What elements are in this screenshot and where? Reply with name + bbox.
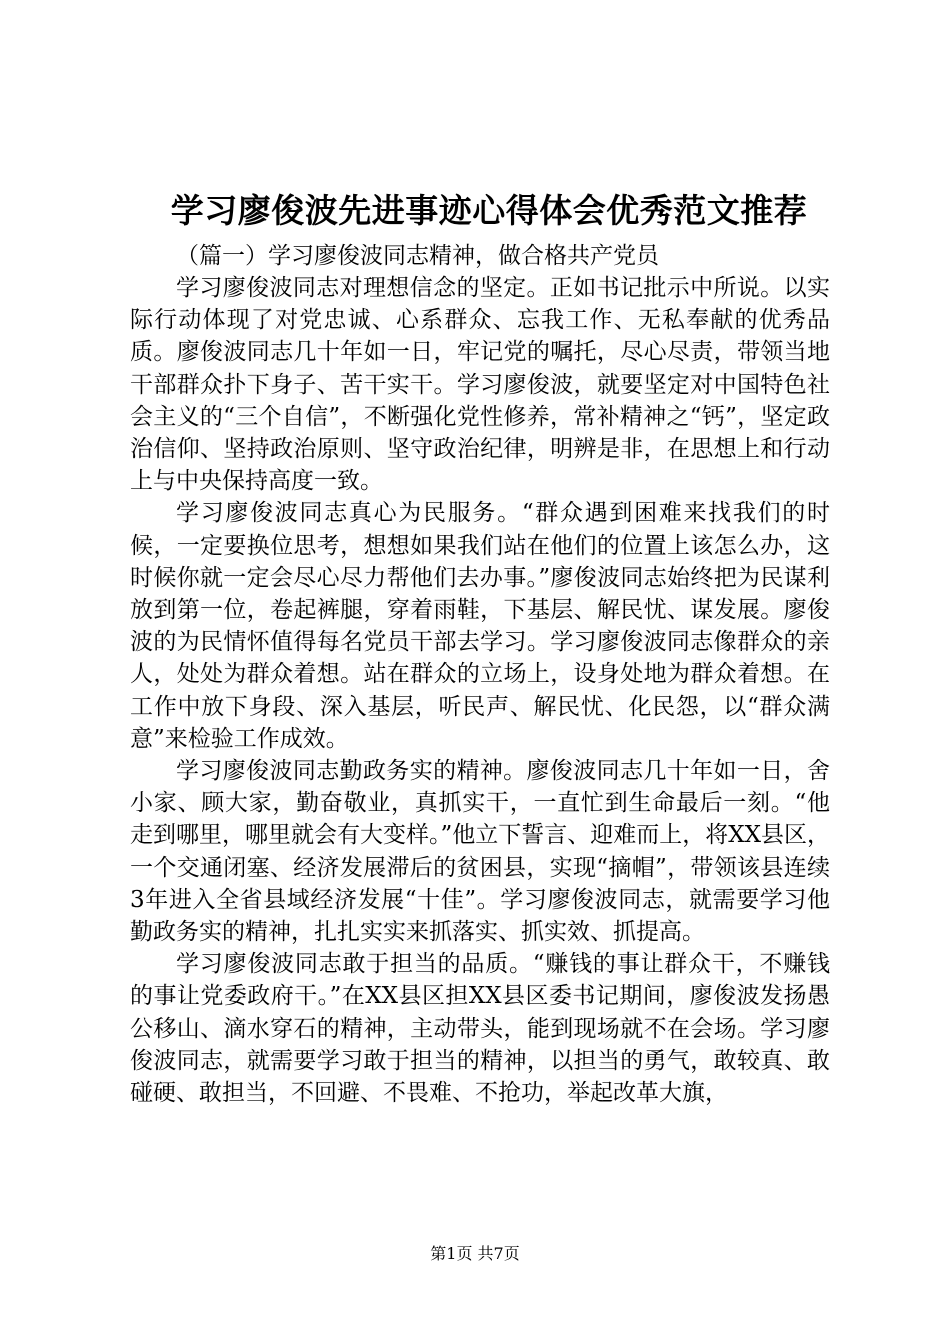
- section-subtitle: （篇一）学习廖俊波同志精神，做合格共产党员: [176, 243, 659, 269]
- paragraph-2: 学习廖俊波同志真心为民服务。“群众遇到困难来找我们的时候，一定要换位思考，想想如果我们站在他们的位置上该怎么办，这时候你就一定会尽心尽力帮他们去办事。”廖俊波同志始终把为民谋利放到第一位，卷起裤腿，穿着雨鞋，下基层、解民忧、谋发展。廖俊波的为民情怀值得每名党员干部去学习。学习廖俊波同志像群众的亲人，处处为群众着想。站在群众的立场上，设身处地为群众着想。在工作中放下身段、深入基层，听民声、解民忧、化民怨，以“群众满意”来检验工作成效。: [130, 500, 830, 752]
- page-footer: [0, 1244, 950, 1264]
- paragraph-4: 学习廖俊波同志敢于担当的品质。“赚钱的事让群众干，不赚钱的事让党委政府干。”在XX县区担XX县区委书记期间，廖俊波发扬愚公移山、滴水穿石的精神，主动带头，能到现场就不在会场。学习廖俊波同志，就需要学习敢于担当的精神，以担当的勇气，敢较真、敢碰硬、敢担当，不回避、不畏难、不抢功，举起改革大旗，: [130, 951, 830, 1107]
- paragraph-3: 学习廖俊波同志勤政务实的精神。廖俊波同志几十年如一日，舍小家、顾大家，勤奋敬业，真抓实干，一直忙到生命最后一刻。“他走到哪里，哪里就会有大变样。”他立下誓言、迎难而上，将XX县区，一个交通闭塞、经济发展滞后的贫困县，实现“摘帽”，带领该县连续3年进入全省县域经济发展“十佳”。学习廖俊波同志，就需要学习他勤政务实的精神，扎扎实实来抓落实、抓实效、抓提高。: [130, 758, 831, 946]
- paragraph-1: 学习廖俊波同志对理想信念的坚定。正如书记批示中所说。以实际行动体现了对党忠诚、心系群众、忘我工作、无私奉献的优秀品质。廖俊波同志几十年如一日，牢记党的嘱托，尽心尽责，带领当地干部群众扑下身子、苦干实干。学习廖俊波，就要坚定对中国特色社会主义的“三个自信”，不断强化党性修养，常补精神之“钙”，坚定政治信仰、坚持政治原则、坚守政治纪律，明辨是非，在思想上和行动上与中央保持高度一致。: [130, 275, 830, 495]
- page-indicator: 第1页 共7页: [430, 1244, 520, 1263]
- document-body: [130, 182, 830, 1109]
- document-title: 学习廖俊波先进事迹心得体会优秀范文推荐: [170, 191, 808, 230]
